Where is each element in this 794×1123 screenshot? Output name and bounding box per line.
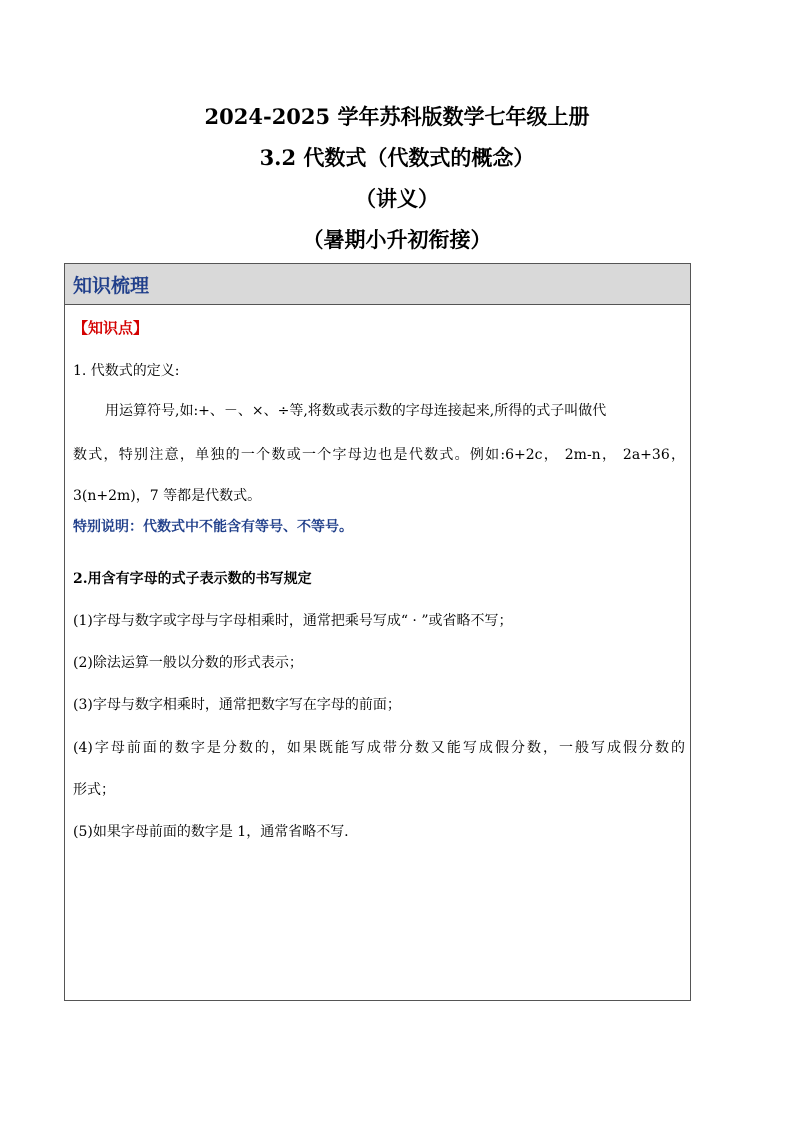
point1-para-line-1: 用运算符号,如:+、－、×、÷等,将数或表示数的字母连接起来,所得的式子叫做代 [105,403,607,419]
section-header: 知识梳理 [65,264,690,305]
rule-1: (1)字母与数字或字母与字母相乘时，通常把乘号写成“ · ”或省略不写； [73,613,513,629]
point1-para-line-3: 3(n+2m)，7 等都是代数式。 [73,488,262,504]
title-line-1: 2024-2025 学年苏科版数学七年级上册 [204,104,590,129]
point2-heading: 2.用含有字母的式子表示数的书写规定 [73,571,312,587]
rule-5: (5)如果字母前面的数字是 1，通常省略不写. [73,824,349,840]
rule-2: (2)除法运算一般以分数的形式表示； [73,655,303,671]
title-line-2: 3.2 代数式（代数式的概念） [259,145,535,170]
point1-para-line-2: 数式，特别注意，单独的一个数或一个字母边也是代数式。例如:6+2c， 2m-n， 2a+36， [73,447,685,463]
rule-3: (3)字母与数字相乘时，通常把数字写在字母的前面； [73,697,401,713]
special-note: 特别说明：代数式中不能含有等号、不等号。 [73,519,353,535]
title-line-3: （讲义） [355,186,439,211]
rule-4-continued: 形式； [73,782,115,798]
title-line-4: （暑期小升初衔接） [302,227,492,252]
point1-heading: 1. 代数式的定义: [73,363,180,379]
knowledge-point-label: 【知识点】 [73,319,149,337]
knowledge-box [64,263,691,1001]
rule-4: (4)字母前面的数字是分数的，如果既能写成带分数又能写成假分数，一般写成假分数的 [73,740,685,756]
document-title [0,96,794,260]
